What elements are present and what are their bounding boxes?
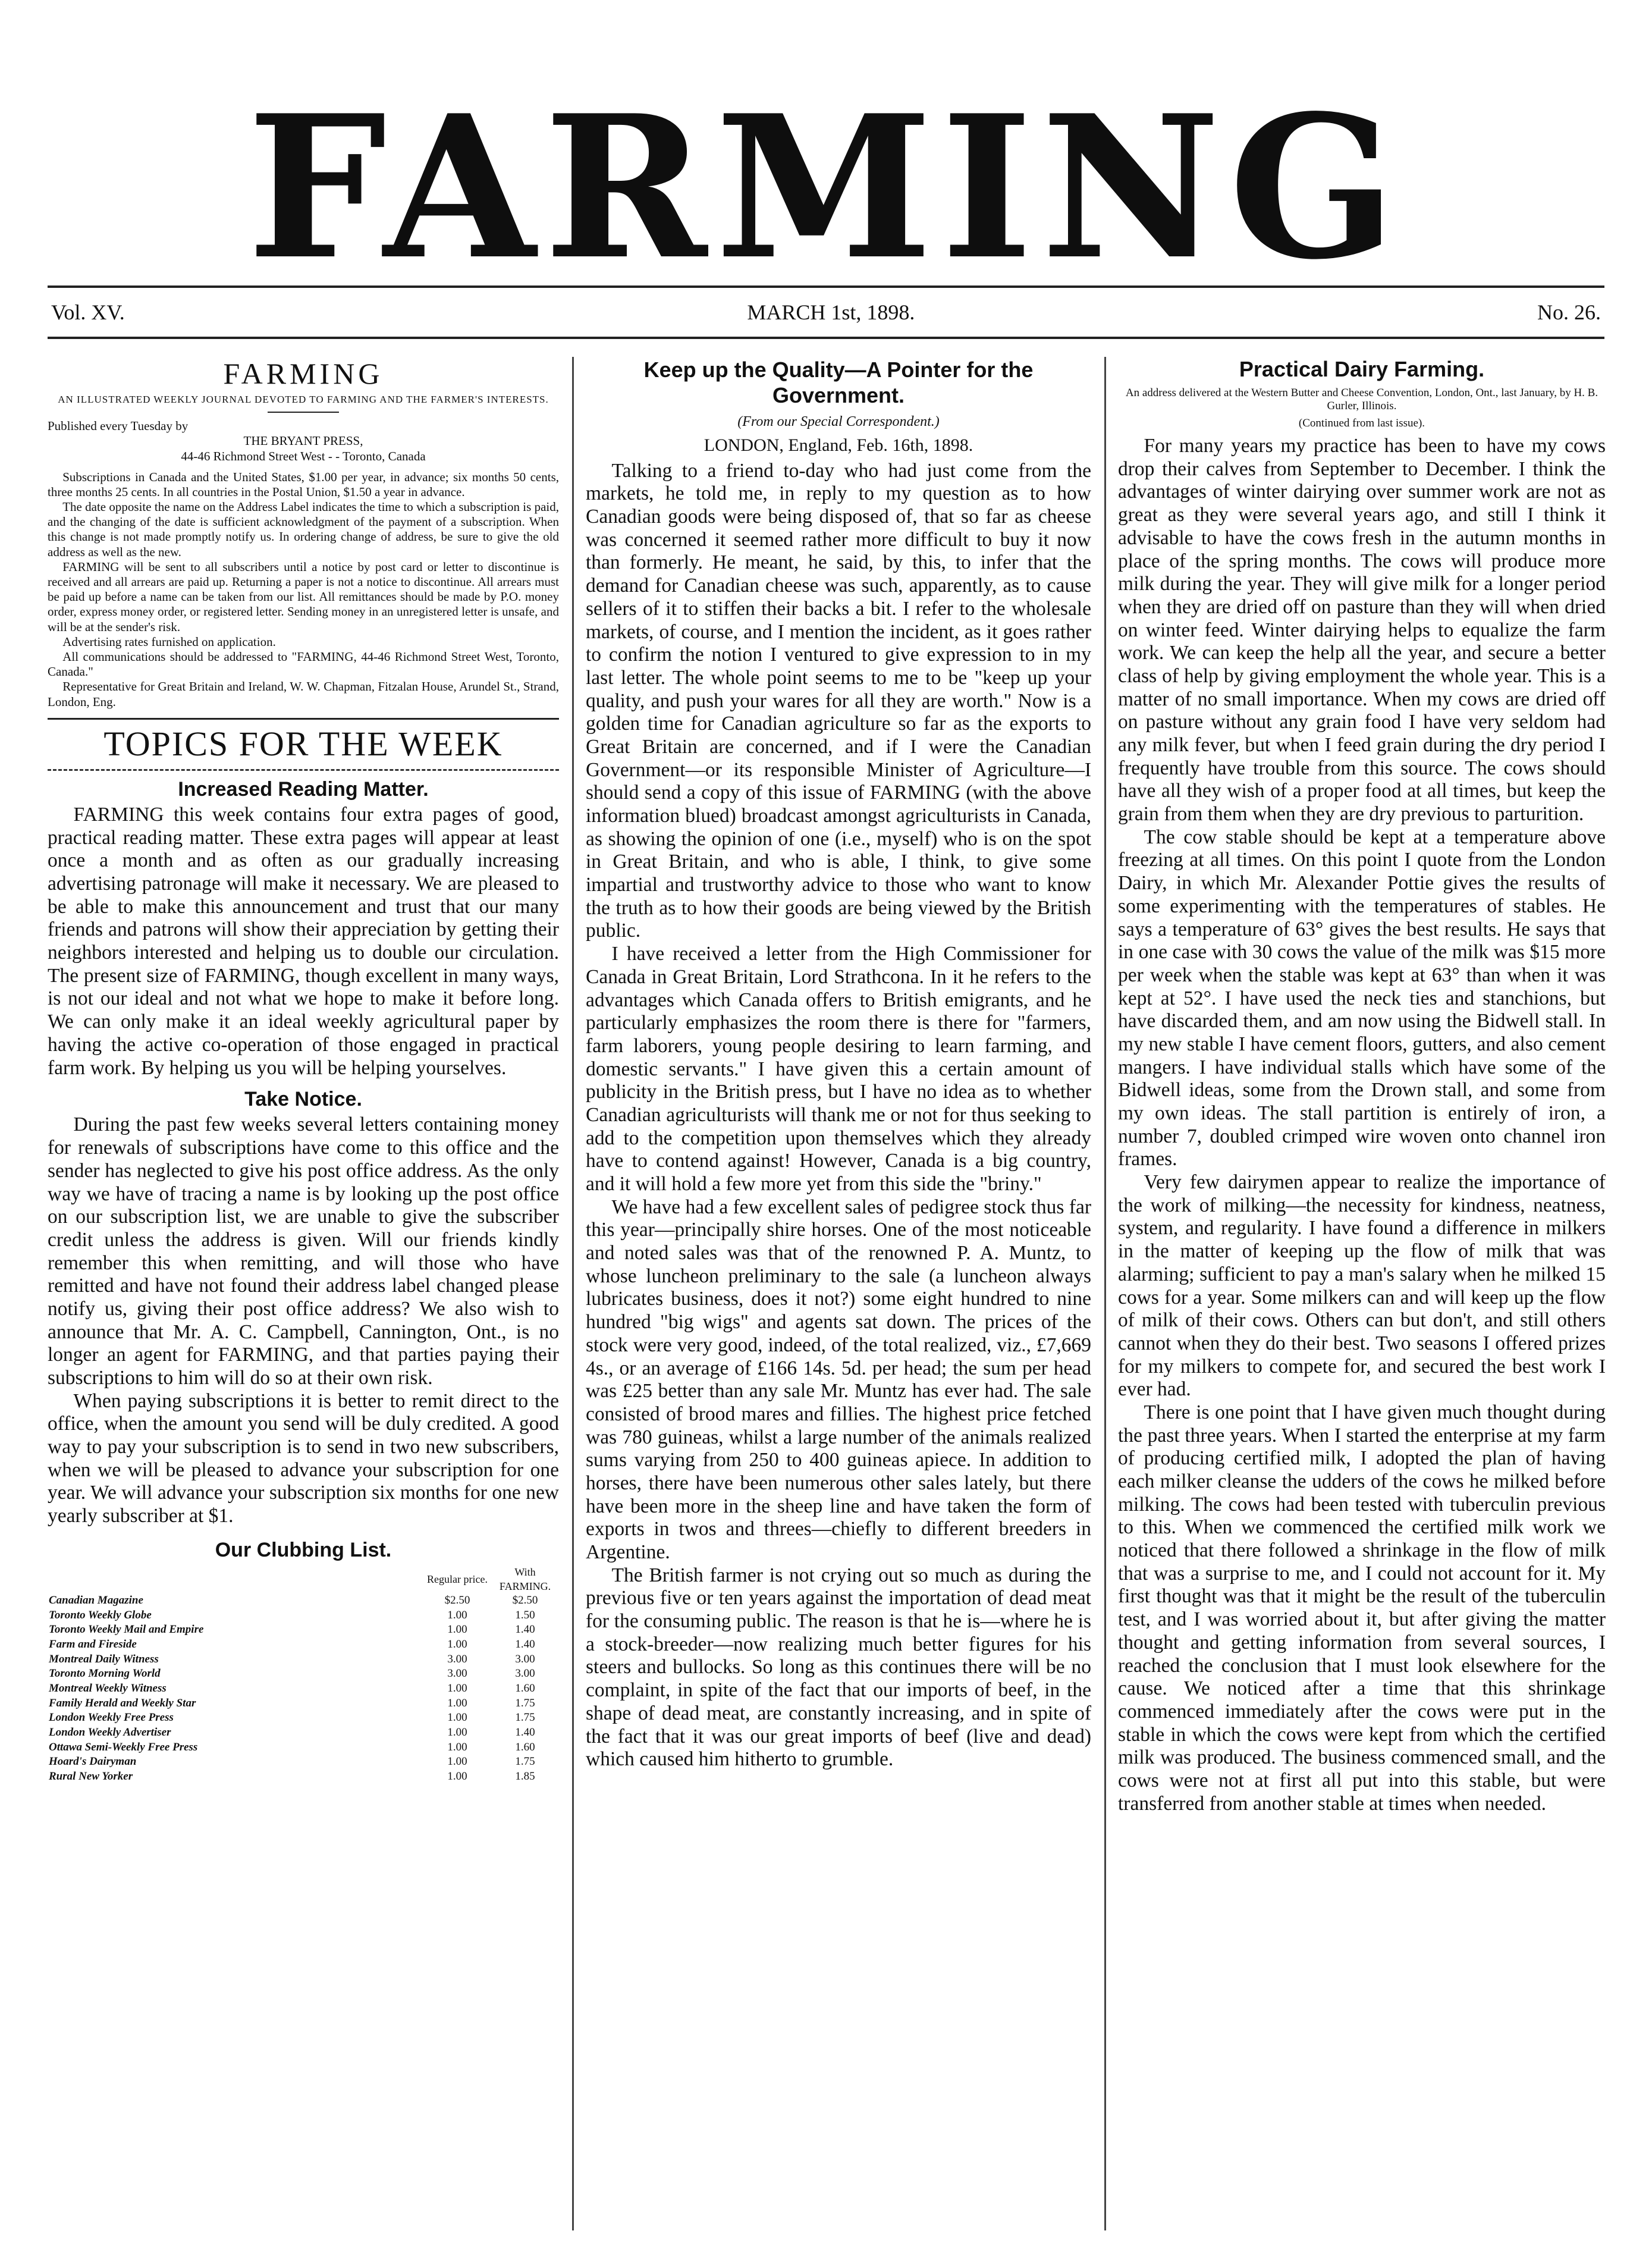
publisher-address: 44-46 Richmond Street West - - Toronto, Canada xyxy=(181,448,426,463)
with-farming-price: 1.40 xyxy=(515,1726,535,1739)
regular-price: $2.50 xyxy=(444,1593,470,1607)
table-row xyxy=(48,1725,559,1740)
notice-text: Representative for Great Britain and Ireland, W. W. Chapman, Fitzalan House, Arundel St., Strand, London, Eng. xyxy=(48,679,559,709)
publisher-notices xyxy=(48,470,559,710)
dateline xyxy=(48,285,1604,339)
article-paragraph: Very few dairymen appear to realize the importance of the work of milking—the necessity for kindness, neatness, system, and regularity. I have found a difference in milkers in the matter of keeping up the flow of milk that was alarming; sufficient to pay a man's salary when he milked 15 cows for a year. Some milkers can and will keep up the flow of milk of their cows. Others can but don't, and still others cannot when they do their best. Two seasons I offered prizes for my milkers to compete for, and secured the best work I ever had. xyxy=(1118,1171,1606,1401)
regular-price: 1.00 xyxy=(447,1770,467,1783)
with-farming-price: 1.40 xyxy=(515,1637,535,1651)
article-paragraph: For many years my practice has been to have my cows drop their calves from September to December. I think the advantages of winter dairying over summer work are not as great as they were several years ago, and still I think it advisable to have the cows fresh in the autumn months in place of the spring months. The cows will produce more milk during the year. They will give milk for a longer period when they are dried off on pasture than they will when dried on winter feed. Winter dairying helps to equalize the farm work. We can keep the help all the year, and secure a better class of help by giving employment the whole year. This is a matter of no small importance. When my cows are dried off on pasture without any grain food I have very seldom had any milk fever, but when I feed grain during the dry period I frequently have trouble from this source. The cows should have all they wish of a proper food at all times, but keep the grain from them when they are dry previous to parturition. xyxy=(1118,435,1606,826)
publication-name: Toronto Weekly Mail and Empire xyxy=(49,1623,204,1636)
column-middle xyxy=(586,357,1091,1771)
article-paragraph: Talking to a friend to-day who had just come from the markets, he told me, in reply to my question as to how Canadian goods were being disposed of, that so far as cheese was concerned it seemed rather more difficult to buy it now than formerly. He meant, he said, by this, to infer that the demand for Canadian cheese was such, apparently, as to cause sellers of it to stiffen their backs a bit. I refer to the wholesale markets, of course, and I mention the incident, as it goes rather to confirm the notion I ventured to give expression to in my last letter. The whole point seems to me to be "keep up your quality, and push your wares for all they are worth." Now is a golden time for Canadian agriculture so far as the exports to Great Britain are concerned, and if I were the Canadian Government—or its responsible Minister of Agriculture—I should send a copy of this issue of FARMING (with the above information blued) broadcast amongst agriculturists in Canada, as showing the opinion of one (i.e., myself) who is on the spot in Great Britain, and who is able, I think, to give some impartial and trustworthy advice to those who want to know the truth as to how their goods are being viewed by the British public. xyxy=(586,459,1091,942)
notice-text: Advertising rates furnished on application. xyxy=(62,634,276,649)
with-farming-price: 1.40 xyxy=(515,1623,535,1636)
notice-text: FARMING will be sent to all subscribers until a notice by post card or letter to discontinue is received and all arrears are paid up. Returning a paper is not a notice to discontinue. All arrears must be paid up before a name can be taken from our list. All remittances should be made by P.O. money order, express money order, or registered letter. Sending money in an unregistered letter is unsafe, and will be at the sender's risk. xyxy=(48,559,559,634)
article-headline: Keep up the Quality—A Pointer for the Government. xyxy=(643,357,1034,408)
article-dateline: LONDON, England, Feb. 16th, 1898. xyxy=(703,435,973,456)
with-farming-price: 3.00 xyxy=(515,1652,535,1665)
publication-name: Toronto Morning World xyxy=(49,1667,161,1680)
publisher-box-title: FARMING xyxy=(223,357,384,390)
with-farming-price: 1.85 xyxy=(515,1770,535,1783)
table-row xyxy=(48,1637,559,1652)
publication-name: Family Herald and Weekly Star xyxy=(49,1696,196,1709)
divider xyxy=(268,412,339,413)
with-farming-header: With FARMING. xyxy=(499,1566,551,1592)
clubbing-list-heading: Our Clubbing List. xyxy=(215,1538,392,1561)
article-intro: An address delivered at the Western Butter and Cheese Convention, London, Ont., last January, by H. B. Gurler, Illinois. xyxy=(1125,386,1598,413)
clubbing-table xyxy=(48,1565,559,1784)
subheading: Take Notice. xyxy=(244,1088,362,1111)
subheading: Increased Reading Matter. xyxy=(178,777,429,801)
article-paragraph: The cow stable should be kept at a temperature above freezing at all times. On this point I quote from the London Dairy, in which Mr. Alexander Pottie gives the results of some experimenting with the temperatures of stables. He says a temperature of 63° gives the best results. He says that in one case with 30 cows the value of the milk was $15 more per week when the stable was kept at 63° than when it was kept at 52°. I have used the neck ties and stanchions, but have discarded them, and am now using the Bidwell stall. In my new stable I have cement floors, gutters, and also cement mangers. I have individual stalls which have some of the Bidwell ideas, some from the Drown stall, and some from my own ideas. The stall partition is entirely of iron, a number 7, doubled crimped wire woven onto channel iron frames. xyxy=(1118,826,1606,1171)
table-row xyxy=(48,1667,559,1681)
article-byline: (From our Special Correspondent.) xyxy=(737,414,940,430)
publication-name: Canadian Magazine xyxy=(49,1593,143,1607)
volume-number: Vol. XV. xyxy=(51,300,125,324)
column-left xyxy=(48,357,559,1784)
article-paragraph: I have received a letter from the High Commissioner for Canada in Great Britain, Lord Strathcona. In it he refers to the advantages which Canada offers to British emigrants, and he particularly emphasizes the room there is there for "farmers, farm laborers, young people desiring to learn farming, and domestic servants." I have given this a certain amount of publicity in the British press, but I have no idea as to whether Canadian agriculturists will thank me or not for thus seeking to add to the competition upon themselves which they already have to contend against! However, Canada is a big country, and it will hold a few more yet from this side the "briny." xyxy=(586,943,1091,1196)
masthead-title: FARMING xyxy=(247,72,1405,303)
publication-name: Ottawa Semi-Weekly Free Press xyxy=(49,1740,198,1753)
publication-name: Rural New Yorker xyxy=(49,1770,133,1783)
table-row xyxy=(48,1696,559,1711)
regular-price: 1.00 xyxy=(447,1726,467,1739)
publication-name: London Weekly Free Press xyxy=(49,1711,174,1724)
article-paragraph: We have had a few excellent sales of pedigree stock thus far this year—principally shire horses. One of the most noticeable and noted sales was that of the renowned P. A. Muntz, to whose luncheon preliminary to the sale (a luncheon always lubricates business, does it not?) some eight hundred to nine hundred "big wigs" and agents sat down. The prices of the stock were very good, indeed, of the total realized, viz., £7,669 4s., or an average of £166 14s. 5d. per head; the sum per head was £25 better than any sale Mr. Muntz has ever had. The sale consisted of brood mares and fillies. The highest price fetched was 780 guineas, whilst a large number of the animals realized sums varying from 250 to 400 guineas apiece. In addition to horses, there have been numerous other sales lately, but there have been more in the sheep line and have taken the form of exports in twos and threes—chiefly to different breeders in Argentine. xyxy=(586,1196,1091,1564)
with-farming-price: 3.00 xyxy=(515,1667,535,1680)
table-row xyxy=(48,1769,559,1784)
notice-text: The date opposite the name on the Address Label indicates the time to which a subscription is paid, and the changing of the date is sufficient acknowledgment of the payment of a subscription. When this change is not made promptly notify us. In ordering change of address, be sure to give the old address as well as the new. xyxy=(48,500,559,559)
publication-name: London Weekly Advertiser xyxy=(49,1726,171,1739)
table-row xyxy=(48,1608,559,1623)
with-farming-price: 1.60 xyxy=(515,1682,535,1695)
article-headline: Practical Dairy Farming. xyxy=(1239,357,1485,381)
regular-price: 1.00 xyxy=(447,1711,467,1724)
table-row xyxy=(48,1740,559,1755)
regular-price: 3.00 xyxy=(447,1667,467,1680)
regular-price: 1.00 xyxy=(447,1682,467,1695)
table-row xyxy=(48,1623,559,1637)
article-paragraph: When paying subscriptions it is better to remit direct to the office, when the amount you send will be duly credited. A good way to pay your subscription is to send in two new subscribers, when we will be pleased to advance your subscription for one year. We will advance your subscription six months for one new yearly subscriber at $1. xyxy=(48,1389,559,1527)
regular-price: 1.00 xyxy=(447,1740,467,1753)
table-header-row xyxy=(48,1565,559,1593)
with-farming-price: 1.75 xyxy=(515,1755,535,1768)
regular-price: 1.00 xyxy=(447,1608,467,1621)
table-row xyxy=(48,1593,559,1608)
regular-price: 1.00 xyxy=(447,1637,467,1651)
continued-note: (Continued from last issue). xyxy=(1298,417,1425,430)
article-paragraph: FARMING this week contains four extra pages of good, practical reading matter. These extra pages will appear at least once a month and as often as our gradually increasing advertising patronage will make it necessary. We are pleased to be able to make this announcement and trust that our many friends and patrons will show their appreciation by getting their neighbors interested and helping us to double our circulation. The present size of FARMING, though excellent in many ways, is not our ideal and not what we hope to make it before long. We can only make it an ideal weekly agricultural paper by having the active co-operation of those engaged in practical farm work. By helping us you will be helping yourselves. xyxy=(48,803,559,1079)
with-farming-price: 1.75 xyxy=(515,1696,535,1709)
article-paragraph: The British farmer is not crying out so much as during the previous five or ten years against the importation of dead meat for the consuming public. The reason is that he is—where he is a stock-breeder—now realizing much better figures for his steers and bullocks. So long as this continues there will be no complaint, in spite of the fact that our imports of beef, in the shape of dead meat, are constantly increasing, and in spite of the fact that it was our great imports of beef (live and dead) which caused him hitherto to grumble. xyxy=(586,1564,1091,1771)
publication-name: Montreal Weekly Witness xyxy=(49,1682,167,1695)
with-farming-price: 1.50 xyxy=(515,1608,535,1621)
published-by: Published every Tuesday by xyxy=(48,419,189,434)
with-farming-price: 1.75 xyxy=(515,1711,535,1724)
publisher-name: THE BRYANT PRESS, xyxy=(243,434,363,448)
issue-number: No. 26. xyxy=(1537,300,1601,324)
publication-name: Farm and Fireside xyxy=(49,1637,137,1651)
publication-name: Montreal Daily Witness xyxy=(49,1652,159,1665)
publisher-tagline: AN ILLUSTRATED WEEKLY JOURNAL DEVOTED TO FARMING AND THE FARMER'S INTERESTS. xyxy=(58,393,549,405)
table-row xyxy=(48,1711,559,1725)
notice-text: All communications should be addressed to "FARMING, 44-46 Richmond Street West, Toronto, Canada." xyxy=(48,649,559,679)
column-divider xyxy=(572,357,574,2230)
column-divider xyxy=(1104,357,1106,2230)
regular-price: 1.00 xyxy=(447,1755,467,1768)
regular-price: 3.00 xyxy=(447,1652,467,1665)
regular-price-header: Regular price. xyxy=(427,1573,488,1585)
regular-price: 1.00 xyxy=(447,1623,467,1636)
with-farming-price: $2.50 xyxy=(512,1593,538,1607)
with-farming-price: 1.60 xyxy=(515,1740,535,1753)
publication-name: Toronto Weekly Globe xyxy=(49,1608,152,1621)
table-row xyxy=(48,1755,559,1769)
article-paragraph: There is one point that I have given much thought during the past three years. When I started the enterprise at my farm of producing certified milk, I adopted the plan of having each milker cleanse the udders of the cows he milked before milking. The cows had been tested with tuberculin previous to this. When we commenced the certified milk work we noticed that there followed a shrinkage in the flow of milk that was a surprise to me, and I could not account for it. My first thought was that it might be the result of the tuberculin test, and I was worried about it, but after giving the matter thought and getting information from several sources, I reached the conclusion that I must look elsewhere for the cause. We noticed after a time that this shrinkage commenced immediately after the cows were put in the stable in which the cows were kept from which the certified milk was produced. The business commenced small, and the cows were not at first all put into this stable, but were transferred from another stable at times when needed. xyxy=(1118,1401,1606,1815)
publication-name: Hoard's Dairyman xyxy=(49,1755,137,1768)
table-row xyxy=(48,1681,559,1696)
regular-price: 1.00 xyxy=(447,1696,467,1709)
section-heading: TOPICS FOR THE WEEK xyxy=(48,718,559,771)
clubbing-table-body xyxy=(48,1593,559,1784)
notice-text: Subscriptions in Canada and the United States, $1.00 per year, in advance; six months 50 cents, three months 25 cents. In all countries in the Postal Union, $1.50 a year in advance. xyxy=(48,469,559,499)
column-right xyxy=(1118,357,1606,1815)
article-paragraph: During the past few weeks several letters containing money for renewals of subscriptions have come to this office and the sender has neglected to give his post office address. As the only way we have of tracing a name is by looking up the post office on our subscription list, we are unable to give the subscriber credit unless the address is given. Will our friends kindly remember this when remitting, and will those who have remitted and have not found their address label changed please notify us, giving their post office address? We also wish to announce that Mr. A. C. Campbell, Cannington, Ont., is no longer an agent for FARMING, and that parties paying their subscriptions to him will do so at their own risk. xyxy=(48,1113,559,1389)
issue-date: MARCH 1st, 1898. xyxy=(747,300,915,324)
table-row xyxy=(48,1652,559,1667)
